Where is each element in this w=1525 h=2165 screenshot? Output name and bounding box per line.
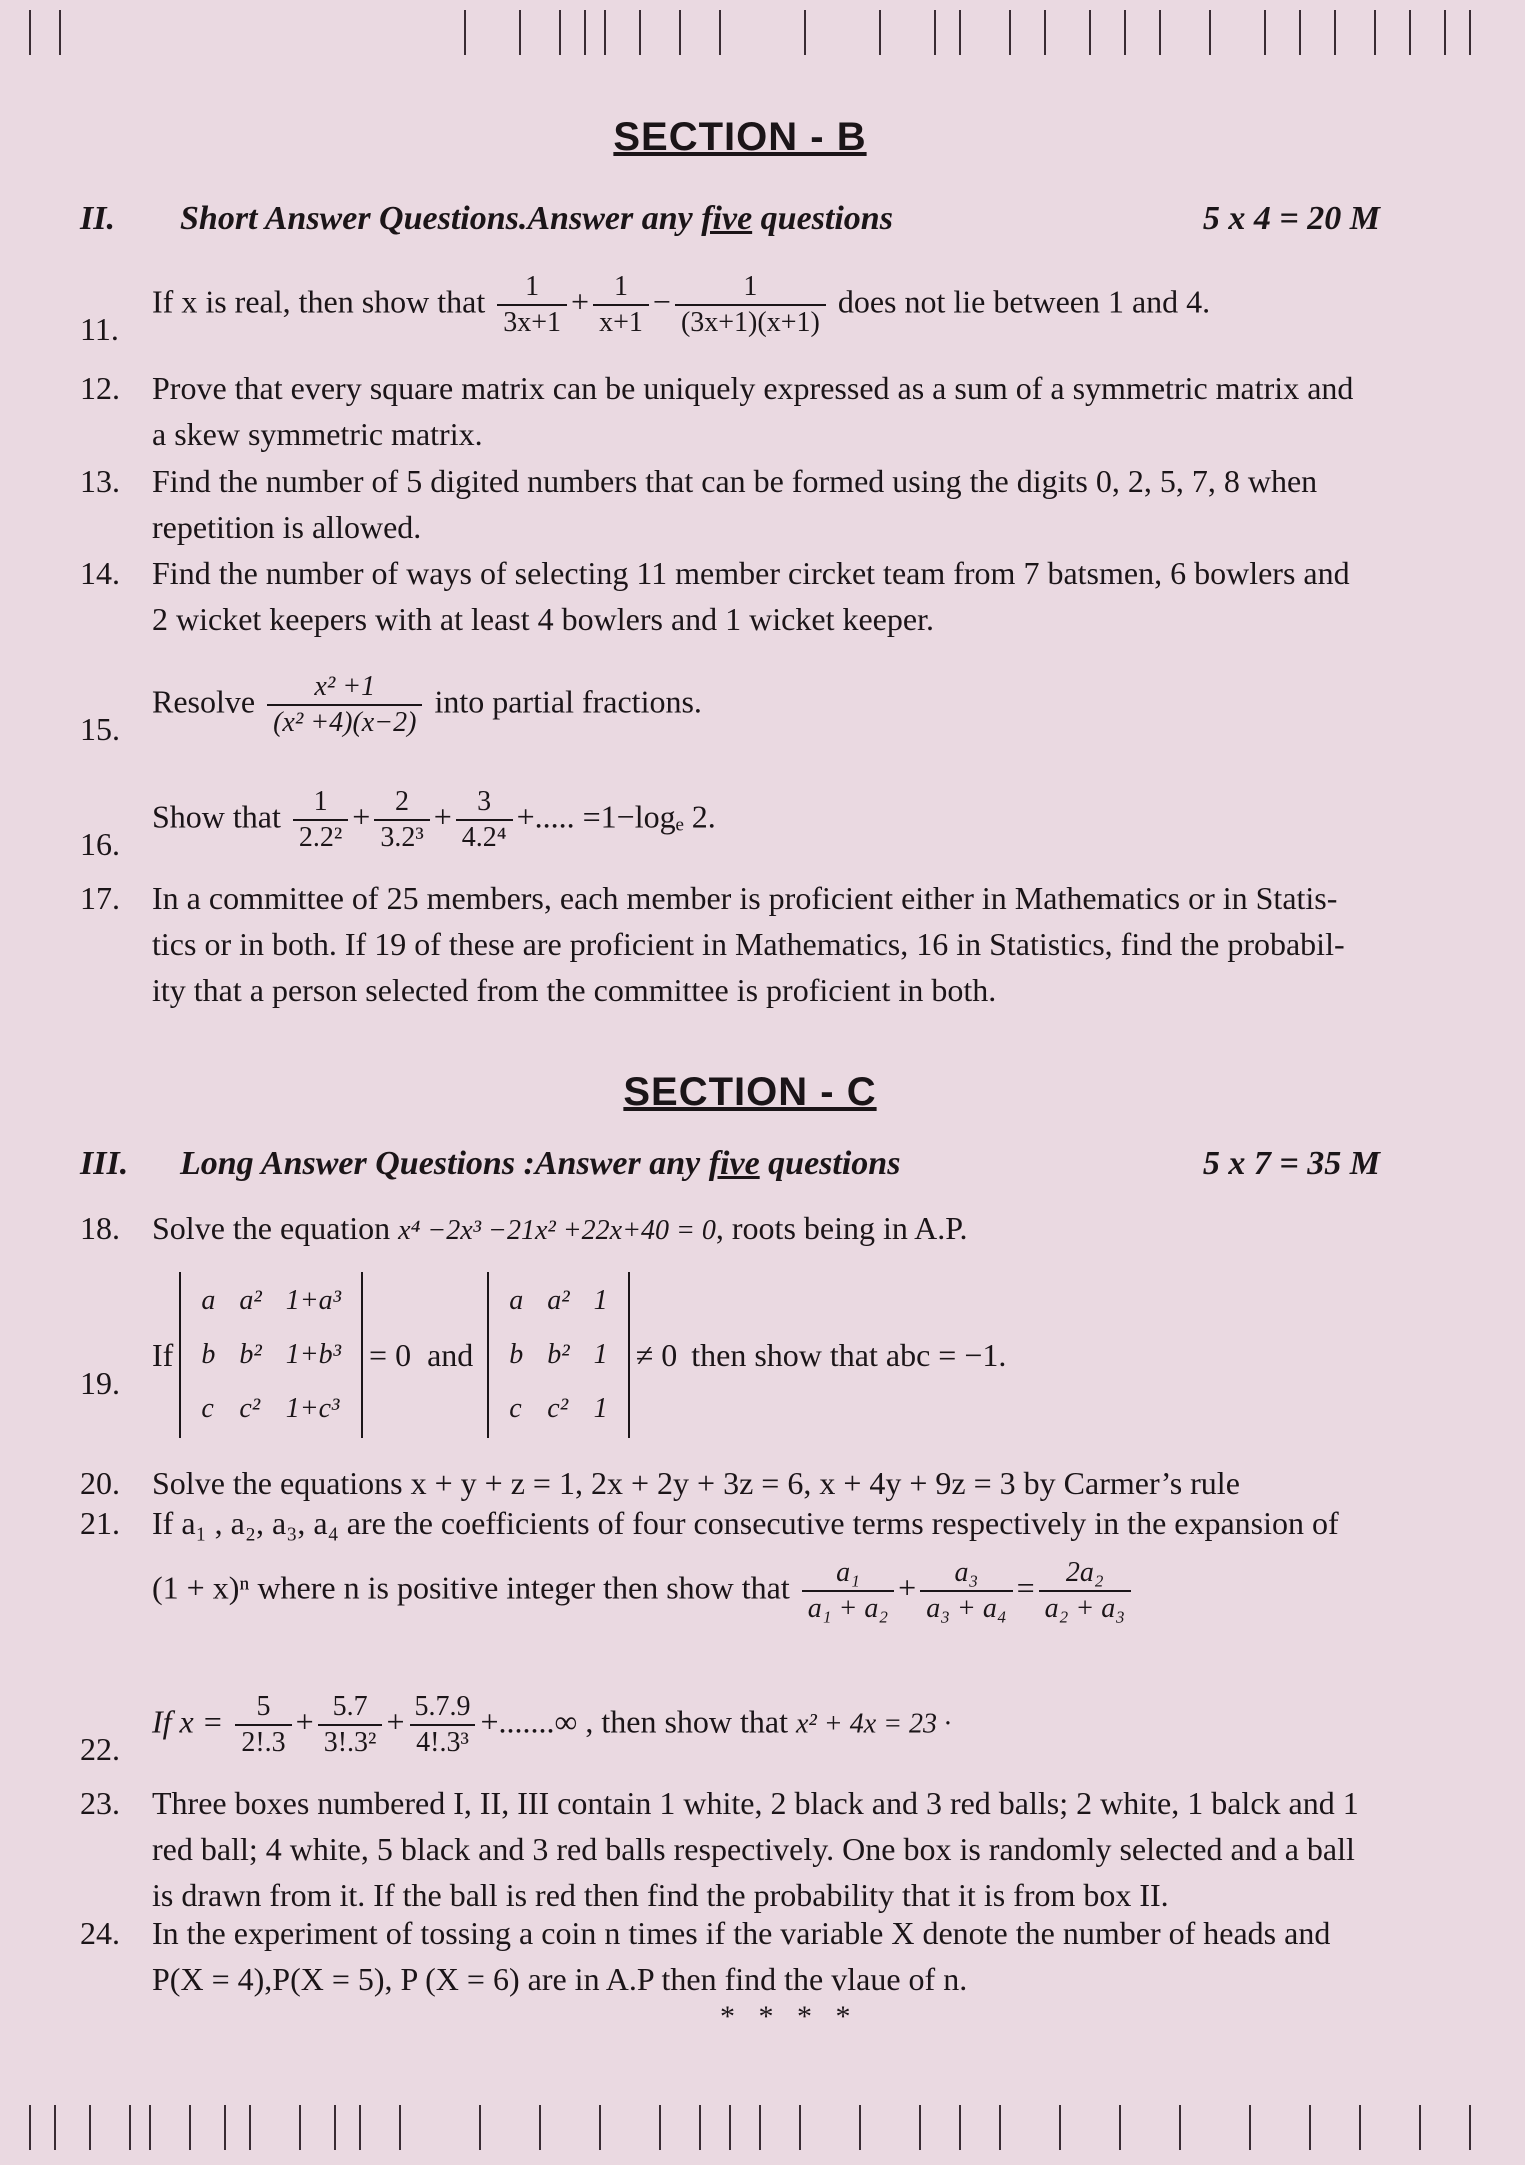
question-text (152, 1205, 1465, 1254)
fraction: $\frac{5.7.9}{\text{4!.3³}}$ (408, 1690, 476, 1760)
text-before: If x is real, then show that (152, 283, 486, 320)
text-line: red ball; 4 white, 5 black and 3 red balls respectively. One box is randomly selected and a ball (152, 1831, 1355, 1867)
text-after: into partial fractions. (434, 683, 702, 720)
text-after: then show that abc = −1. (691, 1337, 1007, 1373)
text-before: If x = (152, 1703, 224, 1740)
question-text (152, 365, 1465, 457)
question-text: If x = $\frac{5}{2!.3}$ + $\frac{5.7}{\text{3!.3²}}$ + $\frac{5.7.9}{\text{4!.3³}}$ +.......∞ , then show that x² + 4x = 23 · (152, 1691, 952, 1758)
equation: x² + 4x = 23 · (795, 1708, 952, 1740)
text-line: is drawn from it. If the ball is red then find the probability that it is from box II. (152, 1877, 1169, 1913)
fraction: $\frac{2}{\text{3.2³}}$ (374, 785, 429, 855)
question-19 (80, 1280, 1465, 1430)
text-line: In the experiment of tossing a coin n times if the variable X denote the number of heads and (152, 1915, 1331, 1951)
question-text (152, 1910, 1465, 2002)
question-text (152, 1280, 1465, 1430)
text-line: (1 + x)ⁿ where n is positive integer then show that $\frac{\text{a₁}}{\text{a₁ + a₂}}$ + $\frac{\text{a₃}}{\text{a₃ + a₄}}$ = $\frac{\text{2a₂}}{\text{a₂ + a₃}}$ (152, 1556, 1465, 1626)
question-24 (80, 1910, 1465, 2002)
question-text: Show that $\frac{1}{\text{2.2²}}$ + $\frac{2}{\text{3.2³}}$ + $\frac{3}{\text{4.2⁴}}$ +..... =1−logₑ 2. (152, 786, 716, 853)
fraction: $\frac{5}{2!.3}$ (235, 1690, 291, 1760)
question-15 (80, 670, 1465, 747)
question-number: 22. (80, 1731, 120, 1767)
text-line: P(X = 4),P(X = 5), P (X = 6) are in A.P then find the vlaue of n. (152, 1961, 968, 1997)
text-line: ity that a person selected from the committee is proficient in both. (152, 972, 997, 1008)
question-12 (80, 365, 1465, 457)
section-c-title: SECTION - C (623, 1070, 877, 1114)
text-after: +..... =1−logₑ 2. (516, 798, 716, 835)
text-before: Resolve (152, 683, 256, 720)
section-b-title: SECTION - B (613, 115, 867, 159)
question-number: 18. (80, 1210, 120, 1246)
question-21 (80, 1500, 1465, 1626)
question-number: 15. (80, 711, 120, 747)
question-17 (80, 875, 1465, 1013)
text-line: In a committee of 25 members, each member is proficient either in Mathematics or in Statis- (152, 880, 1338, 916)
marks-label: 5 x 4 = 20 M (1202, 200, 1380, 237)
fraction: $\frac{\text{a₃}}{\text{a₃ + a₄}}$ (920, 1556, 1012, 1626)
text-line: Find the number of ways of selecting 11 member circket team from 7 batsmen, 6 bowlers and (152, 555, 1350, 591)
equals-and: = 0 and (369, 1337, 474, 1373)
question-11 (80, 270, 1465, 347)
fraction: $\frac{5.7}{\text{3!.3²}}$ (318, 1690, 383, 1760)
heading-underlined: five (701, 200, 753, 237)
text-line: If a₁ , a₂, a₃, a₄ are the coefficients of four consecutive terms respectively in the expansion of (152, 1505, 1339, 1541)
question-number: 14. (80, 555, 120, 591)
fraction: $\frac{1}{x+1}$ (593, 270, 649, 340)
fraction: $\frac{\text{x² +1}}{\text{(x² +4)(x−2)}}$ (267, 670, 422, 740)
question-23 (80, 1780, 1465, 1918)
text-line: Three boxes numbered I, II, III contain 1 white, 2 black and 3 red balls; 2 white, 1 balck and 1 (152, 1785, 1359, 1821)
question-text (152, 550, 1465, 642)
question-text (152, 458, 1465, 550)
question-13 (80, 458, 1465, 550)
marks-label: 5 x 7 = 35 M (1202, 1145, 1380, 1182)
fraction: $\frac{1}{(3x+1)(x+1)}$ (675, 270, 826, 340)
section-c-heading (80, 1145, 1380, 1183)
determinant-1: a a² 1+a³ b b² 1+b³ c c² 1+c³ (179, 1272, 363, 1438)
question-22 (80, 1690, 1465, 1767)
heading-text: Short Answer Questions.Answer any (180, 200, 702, 237)
fraction: $\frac{\text{a₁}}{\text{a₁ + a₂}}$ (802, 1556, 894, 1626)
question-number: 16. (80, 826, 120, 862)
question-number: 23. (80, 1785, 120, 1821)
section-b-heading (80, 200, 1380, 238)
text-line: tics or in both. If 19 of these are proficient in Mathematics, 16 in Statistics, find the probabil- (152, 926, 1345, 962)
question-18 (80, 1205, 1465, 1254)
question-number: 24. (80, 1915, 120, 1951)
heading-text-end: questions (759, 1145, 901, 1182)
question-text (152, 875, 1465, 1013)
fraction: $\frac{\text{2a₂}}{\text{a₂ + a₃}}$ (1039, 1556, 1131, 1626)
heading-text-end: questions (752, 200, 893, 237)
text-line: a skew symmetric matrix. (152, 416, 483, 452)
top-edge-marks (0, 0, 1525, 60)
equation: x⁴ −2x³ −21x² +22x+40 = 0 (398, 1215, 716, 1246)
heading-underlined: five (708, 1145, 760, 1182)
text-line: 2 wicket keepers with at least 4 bowlers and 1 wicket keeper. (152, 601, 934, 637)
question-text: Solve the equations x + y + z = 1, 2x + 2y + 3z = 6, x + 4y + 9z = 3 by Carmer’s rule (152, 1465, 1240, 1501)
question-number: 20. (80, 1465, 120, 1501)
heading-text: Long Answer Questions :Answer any (180, 1145, 709, 1182)
fraction: $\frac{1}{\text{2.2²}}$ (293, 785, 348, 855)
end-marker: * * * * (720, 2000, 859, 2033)
not-equal: ≠ 0 (635, 1337, 678, 1373)
question-number: 17. (80, 880, 120, 916)
text-line: Find the number of 5 digited numbers that can be formed using the digits 0, 2, 5, 7, 8 when (152, 463, 1318, 499)
question-text (152, 1500, 1465, 1626)
heading-number: II. (80, 200, 115, 237)
text-after: , roots being in A.P. (715, 1210, 968, 1246)
fraction: $\frac{1}{3x+1}$ (497, 270, 567, 340)
text-before: Solve the equation (152, 1210, 391, 1246)
text-before: (1 + x)ⁿ where n is positive integer then show that (152, 1569, 790, 1606)
determinant-2: a a² 1 b b² 1 c c² 1 (487, 1272, 629, 1438)
fraction: $\frac{3}{\text{4.2⁴}}$ (456, 785, 513, 855)
text-after: does not lie between 1 and 4. (837, 283, 1211, 320)
question-text (152, 1780, 1465, 1918)
question-14 (80, 550, 1465, 642)
text-before: Show that (152, 798, 281, 835)
question-16 (80, 785, 1465, 862)
question-text: If x is real, then show that $\frac{1}{3x+1}$ + $\frac{1}{x+1}$ − $\frac{1}{(3x+1)(x+1)}$ does not lie between 1 and 4. (152, 271, 1211, 338)
question-number: 21. (80, 1505, 120, 1541)
question-number: 13. (80, 463, 120, 499)
text-before: If (152, 1337, 174, 1373)
text-middle: +.......∞ , then show that (480, 1703, 788, 1740)
text-line: repetition is allowed. (152, 509, 422, 545)
heading-number: III. (80, 1145, 129, 1182)
question-text (152, 670, 1465, 740)
text-line: Prove that every square matrix can be uniquely expressed as a sum of a symmetric matrix and (152, 370, 1354, 406)
question-number: 19. (80, 1365, 120, 1401)
question-number: 12. (80, 370, 120, 406)
question-number: 11. (80, 311, 119, 347)
bottom-edge-marks (0, 2095, 1525, 2155)
